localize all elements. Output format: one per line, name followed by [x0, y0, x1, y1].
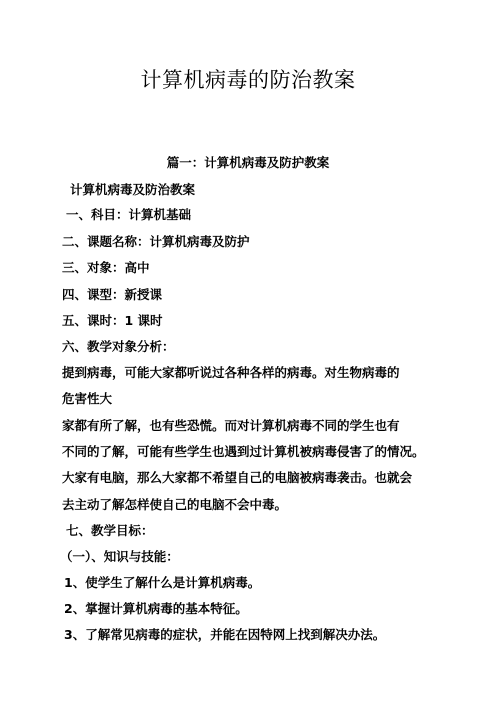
text-line: 提到病毒，可能大家都听说过各种各样的病毒。对生物病毒的 — [62, 365, 400, 380]
text-line: 二、课题名称：计算机病毒及防护 — [62, 234, 250, 249]
text-line: 四、课型：新授课 — [62, 287, 163, 302]
text-line: 去主动了解怎样使自己的电脑不会中毒。 — [62, 497, 288, 512]
text-line: 危害性大 — [62, 391, 113, 406]
text-line: 一、科目：计算机基础 — [66, 207, 192, 222]
text-line: 三、对象：高中 — [62, 260, 150, 275]
text-line: 大家有电脑，那么大家都不希望自己的电脑被病毒袭击。也就会 — [62, 470, 413, 485]
document-title: 计算机病毒的防治教案 — [140, 68, 356, 92]
text-line: 家都有所了解，也有些恐慌。而对计算机病毒不同的学生也有 — [62, 418, 400, 433]
text-line: （一）、知识与技能： — [60, 549, 179, 564]
text-line: 不同的了解，可能有些学生也遇到过计算机被病毒侵害了的情况。 — [62, 444, 425, 459]
text-line: 七、教学目标： — [66, 523, 154, 538]
section-heading: 篇一：计算机病毒及防护教案 — [166, 155, 330, 170]
text-line: 2、掌握计算机病毒的基本特征。 — [64, 601, 248, 616]
text-line: 1、使学生了解什么是计算机病毒。 — [64, 575, 261, 590]
text-line: 五、课时：1 课时 — [62, 313, 163, 328]
text-line: 六、教学对象分析： — [62, 339, 175, 354]
text-line: 计算机病毒及防治教案 — [70, 182, 196, 197]
text-line: 3、了解常见病毒的症状，并能在因特网上找到解决办法。 — [64, 627, 386, 642]
